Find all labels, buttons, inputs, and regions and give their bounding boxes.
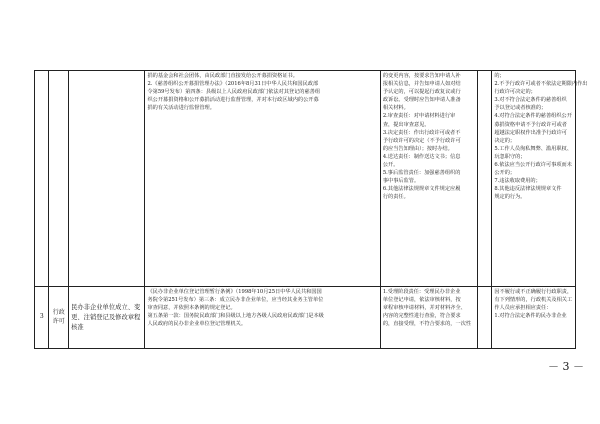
accountability-line: 予以登记或者核准的； <box>494 105 547 112</box>
responsibility-line: 1.受理阶段责任：受理民办非企业 <box>382 289 461 295</box>
table-row <box>35 71 576 287</box>
responsibility-line: 查，提出审查意见。 <box>382 121 430 128</box>
accountability-line: 公开的； <box>494 170 516 177</box>
item-name-cell: 民办非企业单位成立、变更、注销登记及修改章程核准 <box>69 287 145 349</box>
accountability-line: 2.不予行政许可或者不依法定期限内作出 <box>494 81 588 88</box>
responsibility-line: 政诉讼。受理时应告知申请人准备 <box>382 97 461 104</box>
accountability-line: 作人员应承担相应责任： <box>494 305 552 312</box>
accountability-line: 因不履行或不正确履行行政职责， <box>494 289 573 295</box>
basis-line: 2.《慈善组织公开募捐管理办法》（2016年8月31日中华人民共和国民政部 <box>147 81 319 88</box>
accountability-line: 有下列情形的，行政机关及相关工 <box>494 297 573 304</box>
accountability-line: 7.违法收取费用的； <box>494 178 541 185</box>
responsibility-line: 3.决定责任：作出行政许可或者不 <box>382 129 461 136</box>
accountability-line: 超越法定职权作出准予行政许可 <box>494 129 567 136</box>
item-name-cell <box>69 71 145 287</box>
responsibility-line: 5.事后监管责任：加强慈善组织的 <box>382 170 461 177</box>
accountability-line: 5.工作人员徇私舞弊、滥用职权、 <box>494 145 572 152</box>
responsibility-line: 2.审查责任：对申请材料进行审 <box>382 113 456 120</box>
accountability-line: 3.对不符合法定条件的慈善组织 <box>494 97 567 104</box>
basis-line: 捐的基金会和社会团体，由民政部门直接发给公开募捐资格证书。 <box>147 73 298 79</box>
accountability-cell <box>492 287 576 349</box>
accountability-line: 规定的行为。 <box>494 194 526 201</box>
basis-line: 第五条第一款：国务院民政部门和县级以上地方各级人民政府民政部门是本级 <box>147 313 324 320</box>
table-row <box>35 287 576 349</box>
basis-cell <box>145 287 380 349</box>
responsibility-cell <box>380 287 477 349</box>
accountability-line: 决定的； <box>494 137 516 144</box>
basis-line: 务院令第251号发布）第三条：成立民办非企业单位，应当经其业务主管单位 <box>147 297 324 304</box>
responsibility-line: 公开。 <box>382 162 399 169</box>
accountability-line: 行政许可决定的； <box>494 89 536 96</box>
approval-items-table <box>34 70 588 349</box>
category-cell: 行政许可 <box>49 287 69 349</box>
accountability-line: 1.对符合法定条件的民办非企业 <box>494 313 567 320</box>
responsibility-line: 相关材料。 <box>382 105 409 112</box>
basis-cell <box>145 71 380 287</box>
accountability-line: 玩忽职守的； <box>494 153 526 160</box>
accountability-line: 募捐资格申请不予行政许可或者 <box>494 121 567 128</box>
responsibility-line: 予认定的，可以提起行政复议或行 <box>382 89 461 96</box>
responsibility-line: 的，直接受理，不符合要求的，一次性 <box>382 321 472 328</box>
basis-line: 织公开募捐资格和公开募捐活动进行监督管理，并对本行政区域内的公开募 <box>147 97 319 104</box>
responsibility-line: 6.其他法律法规规章文件规定应履 <box>382 186 461 193</box>
responsibility-line: 事中事后监管。 <box>382 178 420 185</box>
accountability-line: 6.依法应当公开行政许可事项而未 <box>494 162 572 169</box>
basis-line: 《民办非企业单位登记管理暂行条例》（1998年10月25日中华人民共和国国 <box>147 289 322 295</box>
basis-line: 审查同意，并依照本条例的规定登记。 <box>147 305 236 312</box>
responsibility-line: 报相关信息，并告知申请人如对结 <box>382 81 461 88</box>
responsibility-line: 的应当告知理由）；按时办结。 <box>382 145 453 152</box>
blank-cell <box>477 287 491 349</box>
accountability-line: 8.其他违反法律法规规章文件 <box>494 186 562 193</box>
accountability-line: 的； <box>494 73 505 79</box>
seq-cell: 3 <box>35 287 49 349</box>
responsibility-line: 单位登记申请，依法审核材料，按 <box>382 297 461 304</box>
category-cell <box>49 71 69 287</box>
responsibility-line: 章程审核申请材料，并对材料齐全、 <box>382 305 466 312</box>
responsibility-line: 4.送达责任：制作送达文书；信息 <box>382 153 461 160</box>
responsibility-line: 行的责任。 <box>382 194 409 201</box>
accountability-cell <box>492 71 588 287</box>
basis-line: 令第59号发布）第四条：县级以上人民政府民政部门依法对其登记的慈善组 <box>147 89 321 96</box>
seq-cell <box>35 71 49 287</box>
responsibility-line: 予行政许可的决定（不予行政许可 <box>382 137 461 144</box>
responsibility-cell <box>380 71 477 287</box>
responsibility-line: 的变更内容，按要求告知申请人补 <box>382 73 461 79</box>
accountability-line: 4.对符合法定条件的慈善组织公开 <box>494 113 572 120</box>
basis-line: 人民政府的民办非企业单位登记管理机关。 <box>147 321 247 328</box>
blank-cell <box>477 71 491 287</box>
responsibility-line: 内容的完整性进行查验，符合要求 <box>382 313 461 320</box>
page-number: － 3 － <box>548 360 584 373</box>
basis-line: 捐的有关活动进行监督管理。 <box>147 105 215 112</box>
